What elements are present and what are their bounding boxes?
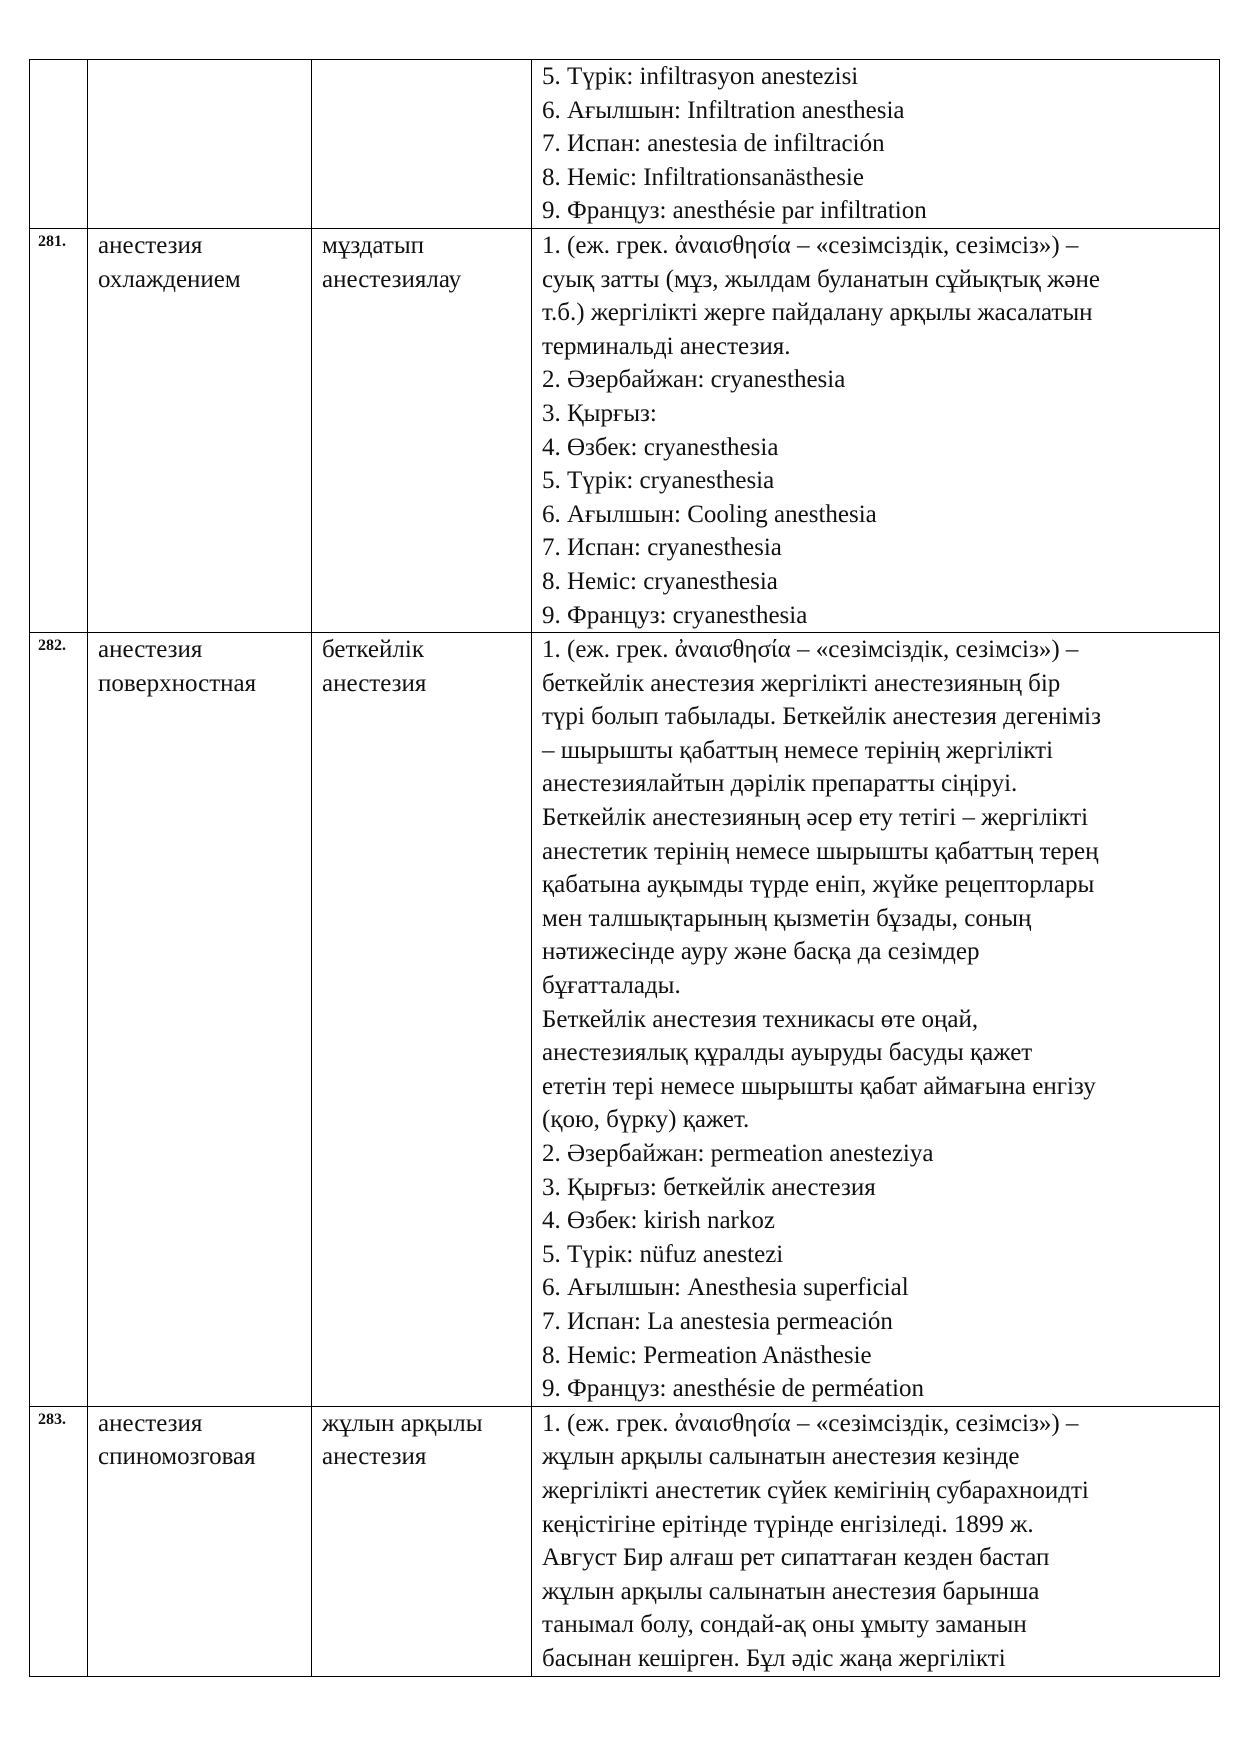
definition-line: 1. (еж. грек. ἀναισθησία – «сезімсіздік, сезімсіз») –: [542, 231, 1079, 259]
definition-line: 2. Әзербайжан: permeation anesteziya: [542, 1140, 934, 1167]
definition-line: 5. Түрік: nüfuz anestezi: [542, 1240, 784, 1268]
russian-term-cell: [88, 633, 312, 1407]
definition-line: жұлын арқылы салынатын анестезия барынша: [542, 1577, 1040, 1605]
term-line: поверхностная: [98, 669, 257, 697]
kazakh-term-cell: [312, 1406, 532, 1676]
definition-line: Беткейлік анестезияның әсер ету тетігі – жергілікті: [542, 804, 1089, 832]
term-line: анестезия: [98, 636, 203, 664]
definition-line: терминальді анестезия.: [542, 332, 791, 360]
definition-line: нәтижесінде ауру және басқа да сезімдер: [542, 938, 980, 966]
term-line: мұздатып: [322, 231, 425, 259]
definition-line: 8. Неміс: Infiltrationsanästhesie: [542, 163, 864, 191]
russian-term-cell: [88, 228, 312, 632]
definition-line: басынан кешірген. Бұл әдіс жаңа жергілікті: [542, 1644, 1006, 1672]
definition-line: беткейлік анестезия жергілікті анестезияның бір: [542, 669, 1061, 697]
table-row: [30, 228, 1220, 632]
definition-line: қабатына ауқымды түрде еніп, жүйке рецепторлары: [542, 871, 1095, 899]
definition-line: жұлын арқылы салынатын анестезия кезінде: [542, 1443, 1020, 1471]
russian-term-cell: [88, 1406, 312, 1676]
entry-number-cell: 281.: [30, 228, 88, 632]
term-line: анестезия: [322, 1443, 427, 1471]
definition-line: (қою, бүрку) қажет.: [542, 1106, 750, 1134]
definition-line: – шырышты қабаттың немесе терінің жергілікті: [542, 736, 1054, 764]
entry-number-cell: 282.: [30, 633, 88, 1407]
definition-line: 6. Ағылшын: Anesthesia superficial: [542, 1274, 909, 1302]
definition-line: түрі болып табылады. Беткейлік анестезия дегеніміз: [542, 703, 1101, 731]
definition-line: анестезиялық құралды ауыруды басуды қажет: [542, 1039, 1033, 1067]
table-row: [30, 633, 1220, 1407]
definition-line: кеңістігіне ерітінде түрінде енгізіледі. 1899 ж.: [542, 1510, 1034, 1538]
definition-line: 6. Ағылшын: Cooling anesthesia: [542, 500, 877, 528]
definition-line: бұғатталады.: [542, 972, 681, 1000]
kazakh-term-cell: [312, 228, 532, 632]
glossary-body: [30, 60, 1220, 1677]
definition-cell: [532, 228, 1220, 632]
definition-cell: [532, 633, 1220, 1407]
definition-line: 4. Өзбек: kirish narkoz: [542, 1207, 775, 1235]
definition-line: 9. Француз: cryanesthesia: [542, 601, 808, 629]
term-line: спиномозговая: [98, 1443, 256, 1471]
definition-cell: [532, 1406, 1220, 1676]
definition-line: мен талшықтарының қызметін бұзады, соның: [542, 904, 1032, 932]
definition-line: 5. Түрік: cryanesthesia: [542, 467, 775, 495]
term-line: анестезиялау: [322, 265, 462, 293]
definition-line: суық затты (мұз, жылдам буланатын сұйықтық және: [542, 265, 1100, 293]
definition-line: т.б.) жергілікті жерге пайдалану арқылы жасалатын: [542, 299, 1093, 327]
term-line: анестезия: [322, 669, 427, 697]
definition-line: 6. Ағылшын: Infiltration anesthesia: [542, 96, 905, 124]
table-row: [30, 1406, 1220, 1676]
definition-line: 7. Испан: anestesia de infiltración: [542, 130, 885, 158]
definition-line: 7. Испан: La anestesia permeación: [542, 1307, 893, 1335]
entry-number-cell: [30, 60, 88, 229]
definition-line: 3. Қырғыз: беткейлік анестезия: [542, 1173, 876, 1201]
definition-line: 4. Өзбек: cryanesthesia: [542, 433, 779, 461]
entry-number-cell: 283.: [30, 1406, 88, 1676]
kazakh-term-cell: [312, 60, 532, 229]
definition-line: 5. Түрік: infiltrasyon anestezisi: [542, 63, 859, 90]
definition-line: анестетик терінің немесе шырышты қабаттың терең: [542, 837, 1099, 865]
definition-line: 7. Испан: cryanesthesia: [542, 534, 782, 562]
definition-line: Август Бир алғаш рет сипаттаған кезден бастап: [542, 1544, 1050, 1572]
term-line: анестезия: [98, 231, 203, 259]
definition-line: анестезиялайтын дәрілік препаратты сіңіруі.: [542, 770, 1018, 798]
table-row: [30, 60, 1220, 229]
definition-line: 1. (еж. грек. ἀναισθησία – «сезімсіздік, сезімсіз») –: [542, 1409, 1079, 1437]
term-line: охлаждением: [98, 265, 241, 293]
definition-line: 8. Неміс: Permeation Anästhesie: [542, 1341, 872, 1369]
definition-line: 9. Француз: anesthésie de perméation: [542, 1375, 924, 1403]
russian-term-cell: [88, 60, 312, 229]
definition-line: 3. Қырғыз:: [542, 399, 657, 427]
definition-line: Беткейлік анестезия техникасы өте оңай,: [542, 1005, 979, 1033]
definition-line: ететін тері немесе шырышты қабат аймағына енгізу: [542, 1072, 1096, 1100]
definition-line: 8. Неміс: cryanesthesia: [542, 567, 778, 595]
definition-line: 1. (еж. грек. ἀναισθησία – «сезімсіздік, сезімсіз») –: [542, 636, 1079, 664]
glossary-table: [29, 59, 1220, 1677]
term-line: анестезия: [98, 1409, 203, 1437]
kazakh-term-cell: [312, 633, 532, 1407]
definition-cell: [532, 60, 1220, 229]
definition-line: танымал болу, сондай-ақ оны ұмыту заманын: [542, 1611, 1027, 1639]
definition-line: 2. Әзербайжан: cryanesthesia: [542, 366, 846, 394]
term-line: беткейлік: [322, 636, 424, 664]
term-line: жұлын арқылы: [322, 1409, 483, 1437]
definition-line: 9. Француз: anesthésie par infiltration: [542, 197, 927, 225]
definition-line: жергілікті анестетик сүйек кемігінің субарахноидті: [542, 1476, 1089, 1504]
